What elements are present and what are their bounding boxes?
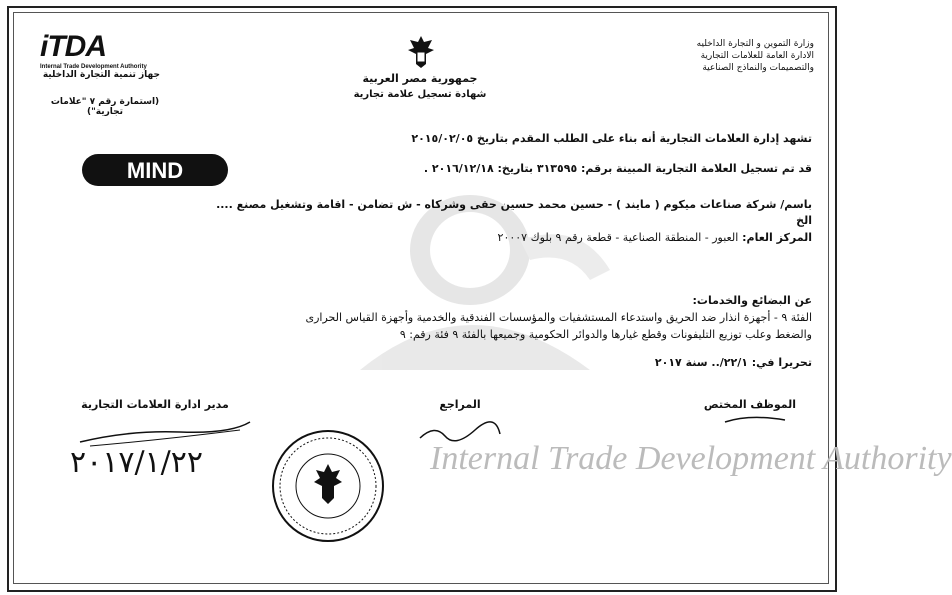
issue-date-value: ٢٢/١/.. سنة ٢٠١٧ — [654, 356, 748, 369]
handwritten-date: ٢٠١٧/١/٢٢ — [70, 445, 204, 480]
goods-line: الفئة ٩ - أجهزة انذار ضد الحريق واستدعاء المستشفيات والمؤسسات الفندقية والخدمية وأجهزة القياس الحرارى — [305, 311, 812, 324]
goods-line: والضغط وعلب توزيع التليفونات وقطع غيارها والدوائر الحكومية وجميعها بالفئة ٩ فئة رقم: ٩ — [399, 328, 812, 341]
manager-signature-icon — [70, 410, 260, 450]
official-stamp-icon — [270, 428, 386, 544]
logo-mark: iTDA — [40, 30, 106, 63]
owner-line: باسم/ شركة صناعات ميكوم ( مايند ) - حسين محمد حسين حقى وشركاه - ش تضامن - اقامة وتشغيل مصنع .... — [216, 198, 812, 211]
ministry-line: والتصميمات والنماذج الصناعية — [702, 63, 814, 73]
republic-title: جمهورية مصر العربية — [362, 72, 478, 85]
watermark-figure-icon — [320, 180, 620, 390]
eagle-emblem-icon — [404, 34, 438, 70]
ministry-line: الادارة العامة للعلامات التجارية — [700, 51, 814, 61]
mark-text: MIND — [126, 158, 184, 183]
reviewer-signature-label: المراجع — [439, 398, 481, 411]
logo-arabic-name: جهاز تنمية التجارة الداخلية — [42, 70, 160, 80]
address-value: العبور - المنطقة الصناعية - قطعة رقم ٩ بلوك ٢٠٠٠٧ — [497, 231, 739, 244]
itda-logo — [40, 30, 160, 80]
registration-line: قد تم تسجيل العلامة التجارية المبينة برقم: ٣١٣٥٩٥ بتاريخ: ٢٠١٦/١٢/١٨ . — [423, 162, 812, 175]
address-label: المركز العام: — [742, 231, 812, 244]
statement-line: تشهد إدارة العلامات التجارية أنه بناء على الطلب المقدم بتاريخ ٢٠١٥/٠٢/٠٥ — [411, 132, 812, 145]
address-line — [498, 231, 812, 244]
issue-date-label: تحريرا في: — [751, 356, 812, 369]
form-number: (استمارة رقم ٧ "علامات تجارية") — [50, 97, 160, 117]
logo-english-name: Internal Trade Development Authority — [40, 64, 147, 70]
watermark-text: Internal Trade Development Authority — [430, 440, 952, 477]
issue-date — [655, 356, 812, 369]
ministry-line: وزارة التموين و التجارة الداخليه — [696, 39, 814, 49]
certificate-title: شهادة تسجيل علامة تجارية — [353, 89, 487, 100]
ministry-header — [634, 38, 814, 74]
manager-signature-label: مدير ادارة العلامات التجارية — [81, 398, 229, 411]
owner-line-continued: الخ — [796, 214, 812, 227]
officer-signature-label: الموظف المختص — [703, 398, 797, 411]
registered-mark-logo — [80, 148, 230, 192]
reviewer-signature-icon — [415, 420, 505, 444]
goods-title: عن البضائع والخدمات: — [692, 294, 812, 307]
officer-signature-icon — [720, 410, 790, 430]
